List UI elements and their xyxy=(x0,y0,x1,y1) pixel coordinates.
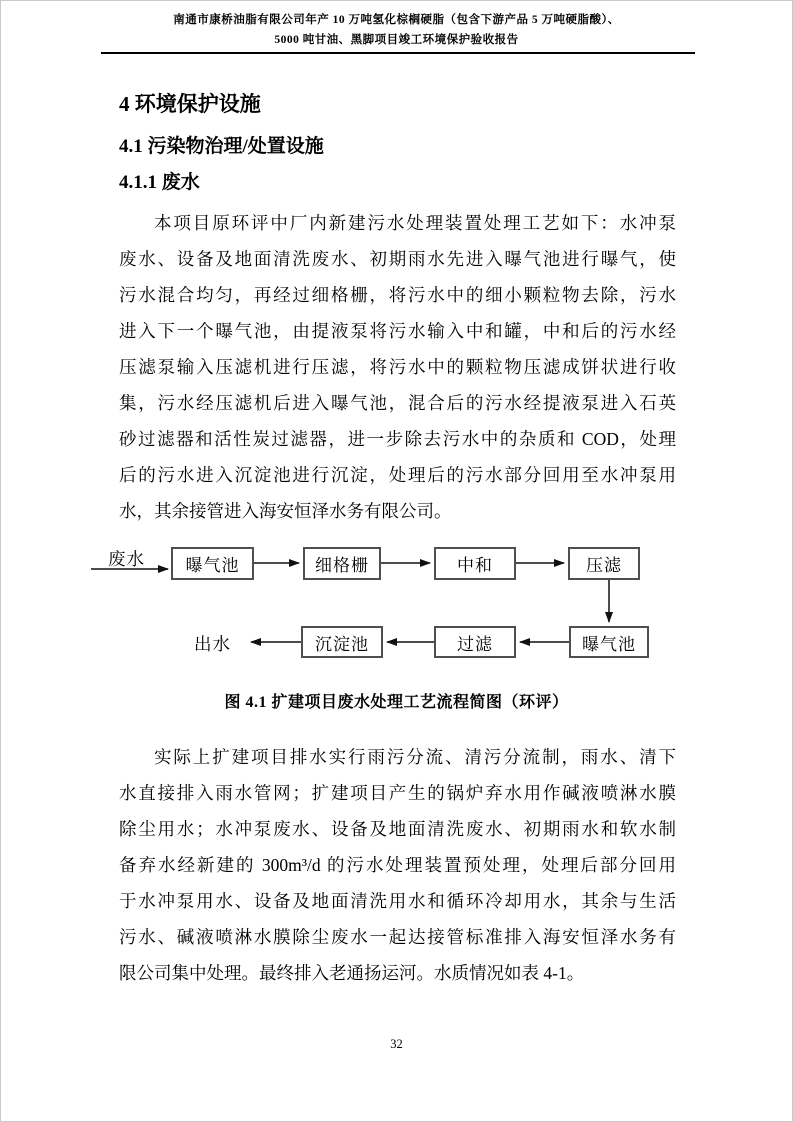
flow-box-aeration-tank-2: 曝气池 xyxy=(569,626,649,658)
figure-caption: 图 4.1 扩建项目废水处理工艺流程简图（环评） xyxy=(224,694,569,711)
diagram-inlet-label: 废水 xyxy=(108,549,145,569)
paragraph-line: 备弃水经新建的 300m³/d 的污水处理装置预处理，处理后部分回用 xyxy=(119,855,676,875)
header-rule xyxy=(101,52,695,54)
paragraph-line: 水，其余接管进入海安恒泽水务有限公司。 xyxy=(119,501,452,521)
paragraph-actual-drainage xyxy=(119,739,676,991)
flow-box-filtration: 过滤 xyxy=(434,626,516,658)
paragraph-line: 限公司集中处理。最终排入老通扬运河。水质情况如表 4-1。 xyxy=(119,963,585,983)
paragraph-line: 压滤泵输入压滤机进行压滤，将污水中的颗粒物压滤成饼状进行收 xyxy=(119,357,676,377)
flow-box-press-filtration: 压滤 xyxy=(568,547,640,580)
flow-box-sedimentation-tank: 沉淀池 xyxy=(301,626,383,658)
flow-box-fine-screen: 细格栅 xyxy=(303,547,381,580)
paragraph-line: 实际上扩建项目排水实行雨污分流、清污分流制，雨水、清下 xyxy=(154,747,676,767)
section-heading-4-1: 4.1 污染物治理/处置设施 xyxy=(119,136,324,157)
header-title-line-1: 南通市康桥油脂有限公司年产 10 万吨氢化棕榈硬脂（包含下游产品 5 万吨硬脂酸）、 xyxy=(173,14,620,26)
paragraph-line: 废水、设备及地面清洗废水、初期雨水先进入曝气池进行曝气，使 xyxy=(119,249,676,269)
paragraph-line: 本项目原环评中厂内新建污水处理装置处理工艺如下：水冲泵 xyxy=(154,213,676,233)
paragraph-line: 进入下一个曝气池，由提液泵将污水输入中和罐，中和后的污水经 xyxy=(119,321,676,341)
paragraph-line: 污水混合均匀，再经过细格栅，将污水中的细小颗粒物去除，污水 xyxy=(119,285,676,305)
paragraph-line: 于水冲泵用水、设备及地面清洗用水和循环冷却用水，其余与生活 xyxy=(119,891,676,911)
paragraph-line: 集，污水经压滤机后进入曝气池，混合后的污水经提液泵进入石英 xyxy=(119,393,676,413)
flow-box-aeration-tank-1: 曝气池 xyxy=(171,547,254,580)
paragraph-line: 除尘用水；水冲泵废水、设备及地面清洗废水、初期雨水和软水制 xyxy=(119,819,676,839)
page-number: 32 xyxy=(390,1037,403,1051)
paragraph-line: 后的污水进入沉淀池进行沉淀，处理后的污水部分回用至水冲泵用 xyxy=(119,465,676,485)
diagram-outlet-label: 出水 xyxy=(194,634,231,654)
paragraph-process-description xyxy=(119,205,676,529)
wastewater-flow-diagram xyxy=(91,541,671,676)
paragraph-line: 水直接排入雨水管网；扩建项目产生的锅炉弃水用作碱液喷淋水膜 xyxy=(119,783,676,803)
header-title-line-2: 5000 吨甘油、黑脚项目竣工环境保护验收报告 xyxy=(274,34,519,46)
paragraph-line: 污水、碱液喷淋水膜除尘废水一起达接管标准排入海安恒泽水务有 xyxy=(119,927,676,947)
section-heading-4-1-1: 4.1.1 废水 xyxy=(119,172,200,193)
section-heading-4: 4 环境保护设施 xyxy=(119,92,261,116)
paragraph-line: 砂过滤器和活性炭过滤器，进一步除去污水中的杂质和 COD，处理 xyxy=(119,429,676,449)
flow-box-neutralization: 中和 xyxy=(434,547,516,580)
